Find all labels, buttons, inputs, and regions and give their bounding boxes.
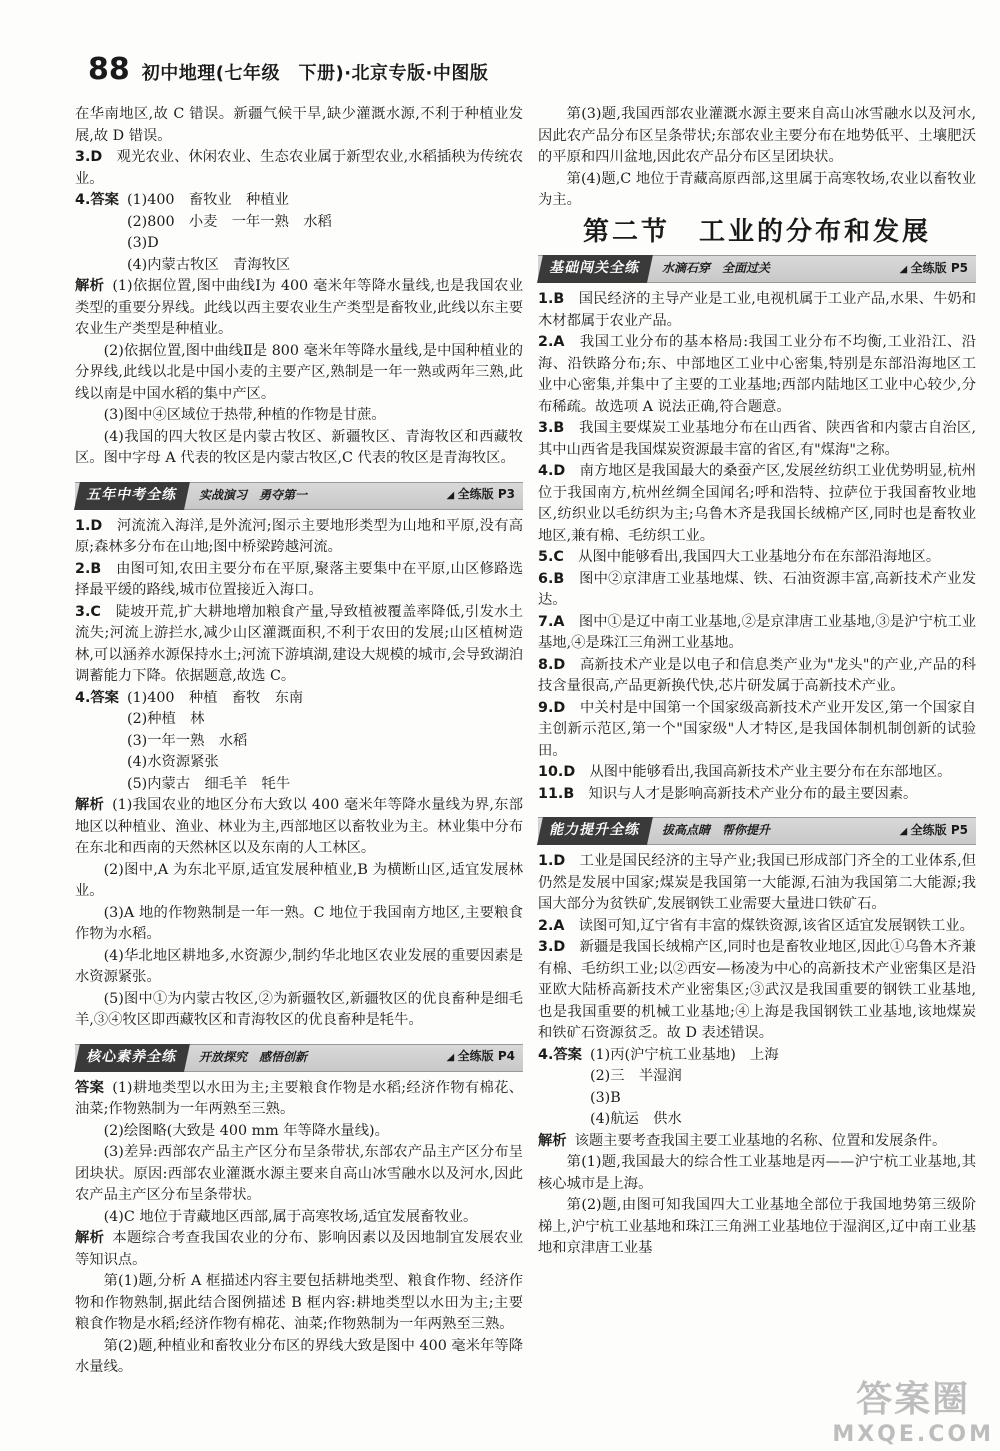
answer-item: 1.B 国民经济的主导产业是工业,电视机属于工业产品,水果、牛奶和木材都属于农业产品。 <box>538 291 976 329</box>
watermark-logo <box>832 1371 994 1447</box>
analysis-paragraph: (4)华北地区耕地多,水资源少,制约华北地区农业发展的重要因素是水资源紧张。 <box>75 947 523 985</box>
analysis-paragraph: (2)依据位置,图中曲线Ⅱ是 800 毫米年等降水量线,是中国种植业的分界线,此线以北是中国小麦的主要产区,熟制是一年一熟或两年三熟,此线以南是中国水稻的集中产区。 <box>75 342 523 402</box>
book-title: 初中地理(七年级 下册)·北京专版·中图版 <box>141 63 489 84</box>
answer-paragraph: (4)C 地位于青藏地区西部,属于高寒牧场,适宜发展畜牧业。 <box>103 1208 478 1225</box>
section-banner <box>538 255 976 283</box>
answer-line: (4)内蒙古牧区 青海牧区 <box>127 256 291 273</box>
analysis-paragraph: (2)图中,A 为东北平原,适宜发展种植业,B 为横断山区,适宜发展林业。 <box>75 861 523 899</box>
continued-text: 第(4)题,C 地位于青藏高原西部,这里属于高寒牧场,农业以畜牧业为主。 <box>538 170 976 208</box>
analysis-paragraph: 解析 本题综合考查我国农业的分布、影响因素以及因地制宜发展农业等知识点。 <box>75 1230 523 1268</box>
banner-slogan: 开放探究 感悟创新 <box>199 1049 308 1064</box>
section-banner <box>538 817 976 845</box>
analysis-paragraph: 第(1)题,我国最大的综合性工业基地是丙——沪宁杭工业基地,其核心城市是上海。 <box>538 1154 976 1192</box>
banner-slogan: 水滴石穿 全面过关 <box>662 261 771 276</box>
continued-text: 第(3)题,我国西部农业灌溉水源主要来自高山冰雪融水以及河水,因此农产品分布区呈条带状;东部农业主要分布在地势低平、土壤肥沃的平原和四川盆地,因此农产品分布区呈团块状。 <box>538 106 976 165</box>
banner-title: 核心素养全练 <box>74 1044 190 1072</box>
answer-item: 5.C 从图中能够看出,我国四大工业基地分布在东部沿海地区。 <box>538 549 941 565</box>
answer-line: (3)B <box>590 1089 621 1106</box>
answer-item: 11.B 知识与人才是影响高新技术产业分布的最主要因素。 <box>538 785 918 802</box>
answer-line: (2)三 半湿润 <box>590 1068 682 1084</box>
section-banner <box>75 1044 523 1072</box>
banner-page-ref: ◢ 全练版 P3 <box>447 484 516 507</box>
answer-item: 1.D 工业是国民经济的主导产业;我国已形成部门齐全的工业体系,但仍然是发展中国家;煤炭是我国第一大能源,石油为我国第二大能源;我国大部分为贫铁矿,发展钢铁工业需要大量进口铁矿石。 <box>538 853 977 912</box>
answer-paragraph: (3)差异:西部农产品主产区分布呈条带状,东部农产品主产区分布呈团块状。原因:西部农业灌溉水源主要来自高山冰雪融水以及河水,因此农产品主产区分布呈条带状。 <box>75 1144 523 1203</box>
answer-item: 3.C 陡坡开荒,扩大耕地增加粮食产量,导致植被覆盖率降低,引发水土流失;河流上游拦水,减少山区灌溉面积,不利于农田的发展;山区植树造林,可以涵养水源保持水土;河流下游填湖,建设大规模的城市,会导致湖泊调蓄能力下降。依据题意,故选 C。 <box>75 603 523 684</box>
analysis-paragraph: 第(2)题,种植业和畜牧业分布区的界线大致是图中 400 毫米年等降水量线。 <box>75 1337 523 1375</box>
analysis-paragraph: 解析 (1)我国农业的地区分布大致以 400 毫米年等降水量线为界,东部地区以种植业、渔业、林业为主,西部地区以畜牧业为主。林业集中分布在东北和西南的天然林区以及东南的人工林区。 <box>75 797 524 856</box>
banner-title: 能力提升全练 <box>537 817 653 845</box>
section-banner <box>75 482 523 510</box>
answer-line: (2)800 小麦 一年一熟 水稻 <box>127 213 332 230</box>
answer-item: 1.D 河流流入海洋,是外流河;图示主要地形类型为山地和平原,没有高原;森林多分布在山地;图中桥梁跨越河流。 <box>75 517 523 555</box>
answer-item: 3.D 观光农业、休闲农业、生态农业属于新型农业,水稻插秧为传统农业。 <box>75 149 523 187</box>
right-column <box>538 104 976 1260</box>
page-number: 88 <box>88 52 130 87</box>
left-column <box>75 104 523 1379</box>
answer-item: 3.B 我国主要煤炭工业基地分布在山西省、陕西省和内蒙古自治区,其中山西省是我国煤炭资源最丰富的省区,有"煤海"之称。 <box>538 420 977 458</box>
banner-page-ref: ◢ 全练版 P5 <box>900 820 969 843</box>
answer-paragraph: (2)绘图略(大致是 400 mm 年等降水量线)。 <box>103 1122 389 1139</box>
answer-line: (2)种植 林 <box>127 711 205 727</box>
banner-slogan: 实战演习 勇夺第一 <box>199 487 308 502</box>
answer-item: 3.D 新疆是我国长绒棉产区,同时也是畜牧业地区,因此①乌鲁木齐兼有棉、毛纺织工业;以②西安—杨凌为中心的高新技术产业密集区是沿亚欧大陆桥高新技术产业密集区;③武汉是我国重要的钢铁工业基地,也是我国重要的机械工业基地;④上海是我国钢铁工业基地,该地煤炭和铁矿石资源贫乏。故 D 表述错误。 <box>538 939 976 1041</box>
continued-text: 在华南地区,故 C 错误。新疆气候干旱,缺少灌溉水源,不利于种植业发展,故 D 错误。 <box>75 106 523 144</box>
banner-slogan: 拔高点睛 帮你提升 <box>662 823 771 838</box>
analysis-paragraph: (3)A 地的作物熟制是一年一熟。C 地位于我国南方地区,主要粮食作物为水稻。 <box>75 904 523 942</box>
analysis-paragraph: 第(1)题,分析 A 框描述内容主要包括耕地类型、粮食作物、经济作物和作物熟制,据此结合图例描述 B 框内容:耕地类型以水田为主;主要粮食作物是水稻;经济作物有棉花、油菜;作物熟制为一年两熟至三熟。 <box>75 1273 523 1332</box>
answer-line: (5)内蒙古 细毛羊 牦牛 <box>127 775 291 792</box>
answer-item: 10.D 从图中能够看出,我国高新技术产业主要分布在东部地区。 <box>538 764 952 780</box>
answer-item: 8.D 高新技术产业是以电子和信息类产业为"龙头"的产业,产品的科技含量很高,产品更新换代快,芯片研发属于高新技术产业。 <box>538 656 976 694</box>
answer-item: 7.A 图中①是辽中南工业基地,②是京津唐工业基地,③是沪宁杭工业基地,④是珠江三角洲工业基地。 <box>538 613 977 651</box>
answer-item: 4.答案 (1)丙(沪宁杭工业基地) 上海 <box>538 1046 779 1063</box>
answer-paragraph: 答案 (1)耕地类型以水田为主;主要粮食作物是水稻;经济作物有棉花、油菜;作物熟制为一年两熟至三熟。 <box>75 1079 523 1117</box>
banner-title: 基础闯关全练 <box>537 255 653 283</box>
answer-item: 2.B 由图可知,农田主要分布在平原,聚落主要集中在平原,山区修路选择最平缓的路线,城市位置接近入海口。 <box>75 560 523 598</box>
analysis-paragraph: (4)我国的四大牧区是内蒙古牧区、新疆牧区、青海牧区和西藏牧区。图中字母 A 代表的牧区是内蒙古牧区,C 代表的牧区是青海牧区。 <box>75 428 523 466</box>
answer-item: 2.A 我国工业分布的基本格局:我国工业分布不均衡,工业沿江、沿海、沿铁路分布;东、中部地区工业中心密集,特别是东部沿海地区工业中心密集,并集中了主要的工业基地;西部内陆地区工业中心较少,分布稀疏。故选项 A 说法正确,符合题意。 <box>538 334 977 415</box>
answer-item: 4.答案 (1)400 畜牧业 种植业 <box>75 192 289 208</box>
analysis-paragraph: 第(2)题,由图可知我国四大工业基地全部位于我国地势第三级阶梯上,沪宁杭工业基地和珠江三角洲工业基地位于湿润区,辽中南工业基地和京津唐工业基 <box>538 1197 976 1256</box>
answer-item: 4.答案 (1)400 种植 畜牧 东南 <box>75 689 304 706</box>
answer-line: (3)一年一熟 水稻 <box>127 732 248 749</box>
answer-item: 6.B 图中②京津唐工业基地煤、铁、石油资源丰富,高新技术产业发达。 <box>538 570 977 608</box>
analysis-paragraph: 解析 (1)依据位置,图中曲线Ⅰ为 400 毫米年等降水量线,也是我国农业类型的重要分界线。此线以西主要农业生产类型是畜牧业,此线以东主要农业生产类型是种植业。 <box>75 278 523 337</box>
page-header <box>88 52 488 92</box>
answer-line: (3)D <box>127 235 159 251</box>
answer-item: 9.D 中关村是中国第一个国家级高新技术产业开发区,第一个国家自主创新示范区,第一个"国家级"人才特区,是我国体制机制创新的试验田。 <box>538 699 976 759</box>
watermark-url: MXQE.COM <box>832 1422 994 1447</box>
banner-page-ref: ◢ 全练版 P5 <box>900 258 969 281</box>
analysis-paragraph: (3)图中④区域位于热带,种植的作物是甘蔗。 <box>103 407 386 423</box>
answer-line: (4)水资源紧张 <box>127 754 219 770</box>
analysis-paragraph: (5)图中①为内蒙古牧区,②为新疆牧区,新疆牧区的优良畜种是细毛羊,③④牧区即西藏牧区和青海牧区的优良畜种是牦牛。 <box>75 990 523 1028</box>
answer-item: 2.A 读图可知,辽宁省有丰富的煤铁资源,该省区适宜发展钢铁工业。 <box>538 917 974 934</box>
banner-title: 五年中考全练 <box>74 482 190 510</box>
section-title: 第二节 工业的分布和发展 <box>582 216 931 247</box>
answer-item: 4.D 南方地区是我国最大的桑蚕产区,发展丝纺织工业优势明显,杭州位于我国南方,杭州丝绸全国闻名;呼和浩特、拉萨位于我国畜牧业地区,纺织业以毛纺织为主;乌鲁木齐是我国长绒棉产区,同时也是畜牧业地区,兼有棉、毛纺织工业。 <box>538 463 976 544</box>
banner-page-ref: ◢ 全练版 P4 <box>447 1046 516 1069</box>
analysis-paragraph: 解析 该题主要考查我国主要工业基地的名称、位置和发展条件。 <box>538 1132 947 1149</box>
watermark-text: 答案圈 <box>856 1379 971 1420</box>
answer-line: (4)航运 供水 <box>590 1111 682 1127</box>
